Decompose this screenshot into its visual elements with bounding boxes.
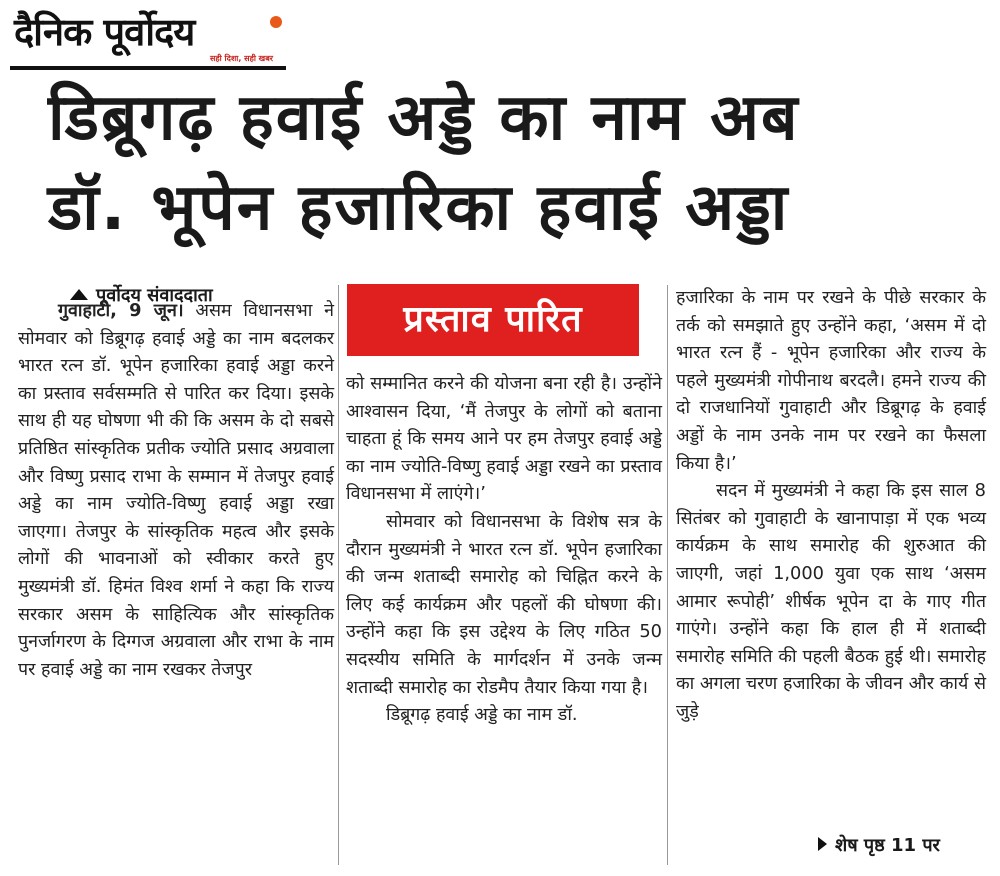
article-paragraph: सदन में मुख्यमंत्री ने कहा कि इस साल 8 सितंबर को गुवाहाटी के खानापाड़ा में एक भव्य कार्यक्रम के साथ समारोह की शुरुआत की जाएगी, जहां 1,000 युवा एक साथ ‘असम आमार रूपोही’ शीर्षक भूपेन दा के गाए गीत गाएंगे। उन्होंने कहा कि हाल ही में शताब्दी समारोह समिति की पहली बैठक हुई थी। समारोह का अगला चरण हजारिका के जीवन और कार्य से जुड़े [676, 480, 986, 722]
masthead [10, 6, 286, 70]
masthead-tagline: सही दिशा, सही खबर [210, 54, 274, 63]
headline-line-2: डॉ. भूपेन हजारिका हवाई अड्डा [48, 171, 790, 245]
headline-line-1: डिब्रूगढ़ हवाई अड्डे का नाम अब [48, 81, 800, 155]
article-paragraph: हजारिका के नाम पर रखने के पीछे सरकार के तर्क को समझाते हुए उन्होंने कहा, ‘असम में दो भारत रत्न हैं - भूपेन हजारिका और राज्य के पहले मुख्यमंत्री गोपीनाथ बरदलै। हमने राज्य की दो राजधानियों गुवाहाटी और डिब्रूगढ़ के हवाई अड्डों के नाम उनके नाम पर रखने का फैसला किया है।’ [676, 287, 986, 474]
arrow-right-icon [818, 837, 827, 851]
column-divider [667, 285, 668, 865]
continued-text: शेष पृष्ठ 11 पर [835, 835, 940, 856]
dateline: गुवाहाटी, 9 जून। [58, 300, 184, 321]
article-column-2 [346, 370, 662, 729]
article-paragraph [18, 297, 334, 683]
newspaper-logo: दैनिक पूर्वोदय [14, 10, 195, 54]
column-divider [338, 285, 339, 865]
sun-icon [270, 16, 282, 28]
article-column-1 [18, 297, 334, 683]
byline-text: पूर्वोदय संवाददाता [96, 285, 213, 306]
article-paragraph: को सम्मानित करने की योजना बना रही है। उन्होंने आश्वासन दिया, ‘मैं तेजपुर के लोगों को बताना चाहता हूं कि समय आने पर हम तेजपुर हवाई अड्डे का नाम ज्योति-विष्णु हवाई अड्डा रखने का प्रस्ताव विधानसभा में लाएंगे।’ [346, 373, 662, 505]
article-text: असम विधानसभा ने सोमवार को डिब्रूगढ़ हवाई अड्डे का नाम बदलकर भारत रत्न डॉ. भूपेन हजारिका हवाई अड्डा करने का प्रस्ताव सर्वसम्मति से पारित कर दिया। इसके साथ ही यह घोषणा भी की कि असम के दो सबसे प्रतिष्ठित सांस्कृतिक प्रतीक ज्योति प्रसाद अग्रवाला और विष्णु प्रसाद राभा के सम्मान में तेजपुर हवाई अड्डे का नाम ज्योति-विष्णु हवाई अड्डा रखा जाएगा। तेजपुर के सांस्कृतिक महत्व और इसके लोगों की भावनाओं को स्वीकार करते हुए मुख्यमंत्री डॉ. हिमंत विश्व शर्मा ने कहा कि राज्य सरकार असम के साहित्यिक और सांस्कृतिक पुनर्जागरण के दिग्गज अग्रवाला और राभा के नाम पर हवाई अड्डे का नाम रखकर तेजपुर [18, 300, 334, 680]
article-paragraph: सोमवार को विधानसभा के विशेष सत्र के दौरान मुख्यमंत्री ने भारत रत्न डॉ. भूपेन हजारिका की जन्म शताब्दी समारोह को चिह्नित करने के लिए कई कार्यक्रम और पहलों की घोषणा की। उन्होंने कहा कि इस उद्देश्य के लिए गठित 50 सदस्यीय समिति के मार्गदर्शन में उनके जन्म शताब्दी समारोह का रोडमैप तैयार किया गया है। [346, 510, 662, 698]
section-banner: प्रस्ताव पारित [347, 284, 639, 356]
masthead-divider [10, 66, 286, 70]
article-column-3 [676, 284, 986, 726]
article-paragraph: डिब्रूगढ़ हवाई अड्डे का नाम डॉ. [386, 704, 578, 726]
continued-on-page[interactable] [818, 832, 940, 860]
